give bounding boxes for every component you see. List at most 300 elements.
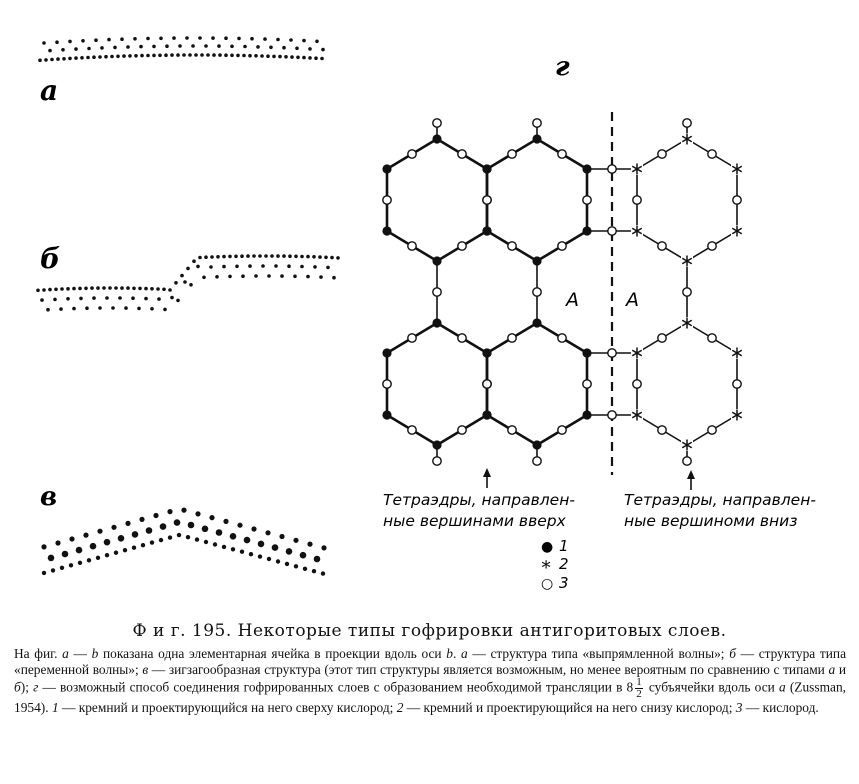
caption-text: — [68,646,92,661]
caption-text: а [828,661,836,677]
filled-circle-icon [532,318,541,327]
wave-dot [162,288,166,292]
open-circle-icon [483,380,491,388]
wave-dot [90,543,97,550]
wave-dot [40,298,44,302]
wave-dot [236,54,240,58]
caption-text: б [14,679,21,695]
wave-dot [307,542,312,547]
wave-dot [60,566,64,570]
filled-circle-icon [532,256,541,265]
panel-label-a: а [40,74,59,107]
wave-dot [308,47,312,51]
wave-dot [79,297,83,301]
wave-dot [195,537,199,541]
wave-dot [41,544,46,549]
wave-dot [97,529,102,534]
wave-dot [312,255,316,259]
wave-dot [168,288,172,292]
wave-dot [104,55,108,59]
caption-text: (Zussman, 1954). [14,679,846,716]
wave-dot [118,296,122,300]
wave-dot [290,55,294,59]
wave-dot [144,297,148,301]
wave-dot [282,46,286,50]
wave-dot [270,254,274,258]
wave-dot [61,48,65,52]
legend-number: 1 [559,537,569,555]
wave-dot [185,36,189,40]
filled-circle-icon [532,134,541,143]
asterisk-icon [731,347,743,359]
wave-dot [295,47,299,51]
wave-dot [44,58,48,62]
open-circle-icon [533,457,541,465]
wave-dot [87,558,91,562]
wave-dot [178,44,182,48]
wave-pattern-v [41,508,326,576]
wave-dot [300,255,304,259]
wave-dot [128,54,132,58]
wave-dot [212,53,216,57]
wave-dot [118,535,125,542]
wave-dot [224,53,228,57]
open-circle-icon [558,150,566,158]
wave-dot [265,530,270,535]
wave-dot [159,538,163,542]
wave-dot [159,37,163,41]
open-circle-icon [508,426,516,434]
open-circle-icon [733,196,741,204]
legend-item-2 [540,554,569,575]
wave-dot [293,538,298,543]
asterisk-icon: ∗ [540,554,553,575]
wave-dot [60,287,64,291]
region-label-left: A [566,289,579,311]
wave-dot [122,54,126,58]
filled-circle-icon [482,164,491,173]
open-circle-icon [458,426,466,434]
open-circle-icon [508,334,516,342]
wave-dot [200,53,204,57]
wave-dot [315,40,319,44]
wave-dot [76,547,83,554]
wave-pattern-a [38,36,325,62]
asterisk-icon [631,225,643,237]
open-circle-icon [633,196,641,204]
arrow-up-icon [483,468,491,488]
wave-dot [237,523,242,528]
wave-dot [72,287,76,291]
wave-dot [222,265,226,269]
open-circle-icon [408,334,416,342]
wave-dot [174,519,181,526]
open-circle-icon [708,334,716,342]
asterisk-icon [681,317,693,329]
wave-dot [272,55,276,59]
wave-dot [293,275,297,279]
annotation-up-line2: ные вершинами вверх [383,512,566,530]
filled-circle-icon [482,226,491,235]
wave-dot [234,254,238,258]
open-circle-icon [508,150,516,158]
wave-dot [314,556,321,563]
wave-dot [224,36,228,40]
wave-dot [261,264,265,268]
wave-dot [68,40,72,44]
wave-dot [157,297,161,301]
wave-dot [188,522,195,529]
wave-dot [85,306,89,310]
wave-dot [243,45,247,49]
wave-dot [134,54,138,58]
wave-dot [177,533,181,537]
wave-dot [140,54,144,58]
wave-dot [132,287,136,291]
open-circle-icon [408,150,416,158]
wave-dot [36,289,40,293]
wave-dot [113,46,117,50]
asterisk-icon [681,439,693,451]
wave-dot [280,274,284,278]
caption-text: — возможный способ соединения гофрированных слоев с образованием необходимой трансляции в 8 [38,679,634,695]
wave-dot [278,55,282,59]
wave-dot [308,56,312,60]
wave-dot [150,540,154,544]
caption-text: 1 [51,700,59,716]
wave-dot [56,57,60,61]
wave-dot [38,59,42,63]
wave-dot [321,571,325,575]
wave-dot [223,519,228,524]
wave-dot [46,308,50,312]
wave-dot [279,534,284,539]
wave-dot [146,37,150,41]
wave-dot [237,37,241,41]
open-circle-icon [533,288,541,296]
filled-circle-icon [382,226,391,235]
wave-dot [287,264,291,268]
wave-dot [48,49,52,53]
wave-dot [78,561,82,565]
wave-dot [124,306,128,310]
wave-dot [96,556,100,560]
arrow-up-icon [687,470,695,490]
legend-item-3 [541,574,569,592]
wave-dot [126,286,130,290]
wave-dot [131,296,135,300]
wave-dot [228,275,232,279]
wave-dot [276,38,280,42]
wave-dot [90,286,94,290]
open-circle-icon [408,242,416,250]
figure-caption-body [14,646,846,716]
open-circle-icon [558,334,566,342]
wave-dot [332,276,336,280]
panel-label-v: в [40,482,58,512]
wave-dot [158,54,162,58]
wave-dot [110,55,114,59]
wave-dot [231,547,235,551]
wave-dot [139,45,143,49]
wave-dot [120,37,124,41]
wave-dot [289,38,293,42]
filled-circle-icon [432,318,441,327]
open-circle-icon [433,119,441,127]
asterisk-icon [631,347,643,359]
panel-label-b: б [40,242,61,275]
wave-dot [84,287,88,291]
wave-dot [182,53,186,57]
wave-dot [235,265,239,269]
wave-dot [72,307,76,311]
wave-dot [144,287,148,291]
filled-circle-icon [432,256,441,265]
caption-text: а [461,646,468,661]
wave-dot [74,47,78,51]
wave-dot [198,36,202,40]
wave-dot [66,297,70,301]
wave-dot [192,259,196,263]
open-circle-icon [558,242,566,250]
caption-text: 2 [396,700,404,716]
wave-dot [170,53,174,57]
wave-dot [94,38,98,42]
wave-dot [174,281,178,285]
wave-dot [141,543,145,547]
wave-dot [100,46,104,50]
wave-dot [269,46,273,50]
open-circle-icon [658,426,666,434]
wave-dot [69,563,73,567]
wave-dot [209,515,214,520]
wave-dot [191,44,195,48]
open-circle-icon [683,119,691,127]
wave-dot [211,36,215,40]
wave-dot [98,306,102,310]
wave-dot [320,57,324,61]
wave-dot [81,39,85,43]
wave-dot [150,287,154,291]
wave-dot [139,517,144,522]
wave-dot [168,535,172,539]
wave-dot [248,264,252,268]
legend [540,537,569,592]
wave-dot [87,47,91,51]
open-circle-icon: ○ [541,576,554,592]
wave-dot [266,54,270,58]
wave-dot [150,307,154,311]
wave-dot [286,548,293,555]
asterisk-icon [681,133,693,145]
caption-text: b [91,646,99,661]
wave-dot [242,54,246,58]
wave-dot [267,557,271,561]
open-circle-icon [633,380,641,388]
caption-text: — кислород. [742,700,819,716]
wave-dot [276,559,280,563]
open-circle-icon [708,242,716,250]
wave-dot [114,551,118,555]
wave-dot [202,526,209,533]
open-circle-icon [508,242,516,250]
wave-dot [152,45,156,49]
open-circle-icon [458,334,466,342]
wave-dot [216,255,220,259]
wave-dot [264,254,268,258]
wave-dot [59,307,63,311]
caption-text: ); [20,679,34,695]
open-circle-icon [433,288,441,296]
wave-dot [186,535,190,539]
wave-dot [267,274,271,278]
wave-dot [258,541,265,548]
wave-dot [181,508,186,513]
caption-text: — кремний и проектирующийся на него сверху кислород; [58,700,397,716]
filled-circle-icon [432,134,441,143]
wave-dot [313,265,317,269]
wave-pattern-b [36,254,340,311]
filled-circle-icon [482,348,491,357]
wave-dot [92,55,96,59]
wave-dot [319,275,323,279]
wave-dot [240,550,244,554]
wave-dot [132,531,139,538]
open-circle-icon [733,380,741,388]
wave-dot [132,546,136,550]
wave-dot [284,55,288,59]
wave-dot [48,288,52,292]
wave-dot [285,562,289,566]
wave-dot [55,540,60,545]
wave-dot [62,551,69,558]
wave-dot [228,255,232,259]
wave-dot [152,54,156,58]
wave-dot [78,287,82,291]
wave-dot [254,274,258,278]
asterisk-icon [631,409,643,421]
caption-text: г [33,679,39,695]
wave-dot [256,45,260,49]
caption-text: а [62,646,69,661]
wave-dot [183,280,187,284]
wave-dot [230,54,234,58]
wave-dot [306,275,310,279]
wave-dot [80,56,84,60]
wave-dot [50,58,54,62]
wave-dot [125,521,130,526]
filled-circle-icon [482,410,491,419]
wave-dot [180,274,184,278]
wave-dot [92,296,96,300]
wave-dot [176,53,180,57]
wave-dot [218,53,222,57]
open-circle-icon [708,150,716,158]
wave-dot [153,513,158,518]
legend-item-1 [541,537,569,555]
annotation-up-line1: Тетраэдры, направлен- [383,491,575,509]
wave-dot [303,567,307,571]
wave-dot [312,569,316,573]
wave-dot [210,255,214,259]
wave-dot [260,54,264,58]
wave-dot [114,286,118,290]
wave-dot [170,296,174,300]
wave-dot [111,525,116,530]
wave-dot [288,254,292,258]
open-circle-icon [658,150,666,158]
wave-dot [164,53,168,57]
caption-text: а [778,679,786,695]
open-circle-icon [433,457,441,465]
caption-text: — структура типа «выпрямленной волны»; [467,646,730,661]
wave-dot [189,283,193,287]
wave-dot [74,56,78,60]
wave-dot [55,40,59,44]
open-circle-icon [583,380,591,388]
wave-dot [62,57,66,61]
caption-text: — зигзагообразная структура (этот тип структуры является возможным, но менее вероятным по сравнению с типами [148,661,829,677]
wave-dot [213,542,217,546]
wave-dot [42,41,46,45]
wave-dot [217,44,221,48]
open-circle-icon [458,150,466,158]
open-circle-icon [658,242,666,250]
caption-text: — кремний и проектирующийся на него снизу кислород; [403,700,736,716]
asterisk-icon [631,163,643,175]
filled-circle-icon [382,348,391,357]
asterisk-icon [681,255,693,267]
caption-text: б [729,646,736,661]
wave-dot [163,308,167,312]
wave-dot [246,254,250,258]
open-circle-icon [608,227,616,235]
wave-dot [302,56,306,60]
wave-dot [138,287,142,291]
caption-text: показана одна элементарная ячейка в проекции вдоль оси [98,646,447,661]
filled-circle-icon [432,440,441,449]
wave-dot [248,54,252,58]
caption-text: — структура типа «переменной волны»; [14,646,847,677]
wave-dot [172,36,176,40]
wave-dot [272,544,279,551]
wave-dot [302,39,306,43]
wave-dot [204,44,208,48]
fraction [635,677,643,700]
wave-dot [230,533,237,540]
annotation-down-line2: ные вершиноми вниз [624,512,798,530]
wave-dot [165,44,169,48]
wave-dot [282,254,286,258]
wave-dot [294,564,298,568]
fraction-denominator: 2 [636,688,642,701]
wave-dot [204,540,208,544]
legend-number: 3 [559,574,569,592]
wave-dot [167,509,172,514]
wave-dot [54,288,58,292]
open-circle-icon [683,457,691,465]
filled-circle-icon [382,164,391,173]
filled-circle-icon [532,440,541,449]
wave-dot [198,256,202,260]
filled-circle-icon [582,164,591,173]
open-circle-icon [383,196,391,204]
wave-dot [222,255,226,259]
wave-dot [250,37,254,41]
open-circle-icon [608,165,616,173]
wave-dot [254,54,258,58]
caption-text: субъячейки вдоль оси [644,679,779,695]
